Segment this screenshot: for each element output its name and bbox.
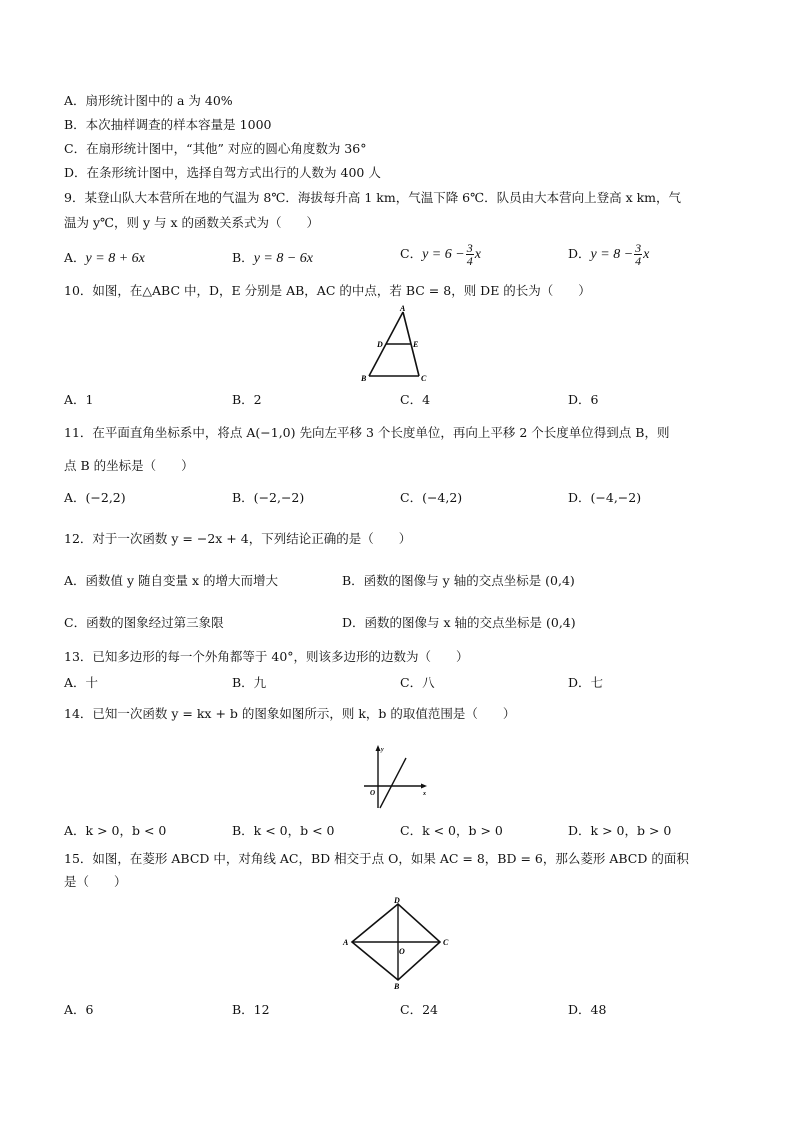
q9-c-numerator: 3 — [466, 241, 473, 255]
q10-label-a: A — [400, 304, 406, 313]
q8-option-d: D．在条形统计图中，选择自驾方式出行的人数为 400 人 — [64, 165, 381, 180]
q9-c-denominator: 4 — [466, 254, 473, 268]
q14-option-c — [400, 821, 503, 841]
q8-option-c: C．在扇形统计图中，“其他” 对应的圆心角度数为 36° — [64, 141, 367, 156]
q14-y-axis-arrow-icon — [376, 745, 381, 751]
q14-x-axis-arrow-icon — [421, 784, 427, 789]
q9-stem-line2: 温为 y℃，则 y 与 x 的函数关系式为（ ） — [64, 215, 320, 230]
q15-label-d: D — [394, 896, 400, 905]
q11-option-a: A．(−2,2) — [64, 490, 126, 505]
q9-option-c-label: C． — [400, 246, 423, 261]
q10-option-b: B．2 — [232, 392, 262, 407]
q9-option-d-fraction — [634, 242, 642, 267]
q9-option-d-post: x — [643, 247, 650, 262]
q13-option-c: C．八 — [400, 675, 435, 690]
q12-option-c: C．函数的图象经过第三象限 — [64, 615, 224, 630]
q15-label-o: O — [399, 947, 405, 956]
q13-option-b: B．九 — [232, 675, 267, 690]
q15-option-a: A．6 — [64, 1002, 94, 1017]
q14-function-line — [380, 758, 406, 808]
q9-option-a-expr: y = 8 + 6x — [85, 251, 145, 266]
q12-option-b: B．函数的图像与 y 轴的交点坐标是 (0,4) — [342, 573, 575, 588]
q15-option-c: C．24 — [400, 1002, 438, 1017]
q13-option-a: A．十 — [64, 675, 99, 690]
q13-stem: 13．已知多边形的每一个外角都等于 40°，则该多边形的边数为（ ） — [64, 649, 469, 664]
q9-option-c-fraction — [466, 242, 474, 267]
q10-option-a: A．1 — [64, 392, 94, 407]
q9-option-c-post: x — [474, 247, 481, 262]
q10-label-c: C — [421, 374, 427, 383]
q14-stem: 14．已知一次函数 y = kx + b 的图象如图所示，则 k，b 的取值范围是（ ） — [64, 706, 516, 721]
q15-option-b: B．12 — [232, 1002, 270, 1017]
q14-graph-figure — [358, 740, 438, 812]
q11-option-b: B．(−2,−2) — [232, 490, 305, 505]
q14-label-x: x — [423, 791, 426, 797]
q9-d-denominator: 4 — [635, 254, 642, 268]
q10-label-d: D — [377, 340, 383, 349]
q10-option-d: D．6 — [568, 392, 599, 407]
q13-option-d: D．七 — [568, 675, 604, 690]
q11-option-c: C．(−4,2) — [400, 490, 463, 505]
q11-stem-line2: 点 B 的坐标是（ ） — [64, 458, 194, 473]
q10-stem: 10．如图，在△ABC 中，D，E 分别是 AB，AC 的中点，若 BC = 8，则 DE 的长为（ ） — [64, 283, 591, 298]
q15-label-b: B — [394, 982, 400, 991]
q9-stem-line1: 9．某登山队大本营所在地的气温为 8℃．海拔每升高 1 km，气温下降 6℃．队员由大本营向上登高 x km，气 — [64, 190, 682, 205]
q9-option-a — [64, 248, 145, 269]
q10-option-c: C．4 — [400, 392, 431, 407]
q9-option-b-label: B． — [232, 250, 254, 265]
q12-option-a: A．函数值 y 随自变量 x 的增大而增大 — [64, 573, 279, 588]
q9-option-d-label: D． — [568, 246, 591, 261]
q9-option-b — [232, 248, 313, 269]
q15-stem-line2: 是（ ） — [64, 874, 127, 889]
q14-option-b — [232, 821, 335, 841]
q10-label-e: E — [413, 340, 419, 349]
q14-option-d — [568, 821, 671, 841]
q9-option-b-expr: y = 8 − 6x — [253, 251, 314, 266]
q14-option-b-text: B．k < 0，b < 0 — [232, 823, 335, 838]
q11-option-d: D．(−4,−2) — [568, 490, 642, 505]
q9-d-numerator: 3 — [635, 241, 642, 255]
q9-option-a-label: A． — [64, 250, 86, 265]
q8-option-b: B．本次抽样调查的样本容量是 1000 — [64, 117, 272, 132]
q14-label-origin: O — [370, 789, 376, 797]
q15-label-a: A — [343, 938, 349, 947]
q10-label-b: B — [361, 374, 367, 383]
q14-option-a — [64, 821, 166, 841]
q10-triangle-figure — [355, 302, 445, 388]
q15-stem-line1: 15．如图，在菱形 ABCD 中，对角线 AC，BD 相交于点 O，如果 AC = 8，BD = 6，那么菱形 ABCD 的面积 — [64, 851, 689, 866]
q9-option-c — [400, 242, 481, 267]
q14-option-c-text: C．k < 0，b > 0 — [400, 823, 503, 838]
q9-option-d-pre: y = 8 − — [590, 247, 634, 262]
q15-label-c: C — [443, 938, 449, 947]
q14-label-y: y — [381, 747, 384, 753]
q14-option-d-text: D．k > 0，b > 0 — [568, 823, 672, 838]
q9-option-c-pre: y = 6 − — [422, 247, 465, 262]
q15-option-d: D．48 — [568, 1002, 607, 1017]
q9-option-d — [568, 242, 649, 267]
q15-rhombus-figure — [336, 894, 466, 994]
q12-stem: 12．对于一次函数 y = −2x + 4，下列结论正确的是（ ） — [64, 531, 412, 546]
q8-option-a: A．扇形统计图中的 a 为 40% — [64, 93, 233, 108]
q12-option-d: D．函数的图像与 x 轴的交点坐标是 (0,4) — [342, 615, 576, 630]
q11-stem-line1: 11．在平面直角坐标系中，将点 A(−1,0) 先向左平移 3 个长度单位，再向上平移 2 个长度单位得到点 B，则 — [64, 425, 670, 440]
q14-option-a-text: A．k > 0，b < 0 — [64, 823, 167, 838]
